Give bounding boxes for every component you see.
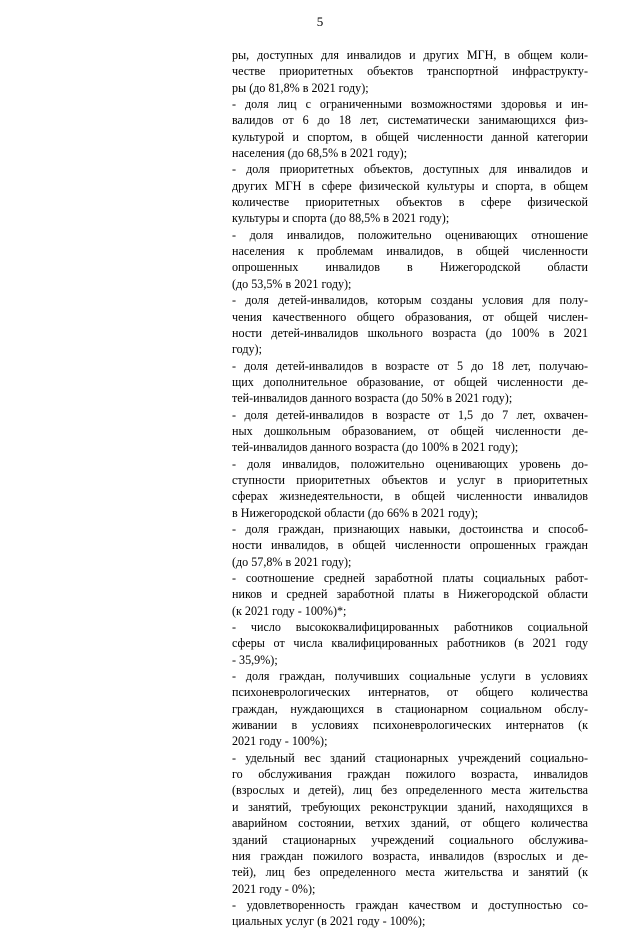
text-line: - число высококвалифицированных работников социальной [232, 620, 588, 635]
text-line: - соотношение средней заработной платы социальных работ- [232, 571, 588, 585]
text-line: - удовлетворенность граждан качеством и доступностью со- [232, 897, 588, 912]
text-line: ников и средней заработной платы в Нижегородской области [232, 587, 588, 602]
text-line: 2021 году - 100%); [232, 734, 328, 749]
text-line: тей), лиц без определенного места жительства и занятий (к [232, 865, 588, 880]
text-line: валидов от 6 до 18 лет, систематически занимающихся физ- [232, 113, 588, 128]
text-line: в Нижегородской области (до 66% в 2021 году); [232, 505, 479, 520]
text-line: зданий стационарных учреждений социального обслужива- [232, 832, 588, 847]
text-line: граждан, нуждающихся в стационарном социальном обслу- [232, 701, 588, 716]
text-line: (к 2021 году - 100%)*; [232, 603, 347, 618]
document-body [232, 47, 588, 930]
text-line: психоневрологических интернатов, от общего количества [232, 685, 588, 700]
text-line: ния граждан пожилого возраста, инвалидов (взрослых и де- [232, 848, 588, 863]
text-line: честве приоритетных объектов транспортной инфраструкту- [232, 64, 588, 79]
text-line: ности детей-инвалидов школьного возраста (до 100% в 2021 [232, 325, 588, 340]
text-line: (до 53,5% в 2021 году); [232, 276, 352, 291]
text-line: - доля граждан, признающих навыки, достоинства и способ- [232, 521, 588, 536]
text-line: - доля инвалидов, положительно оценивающих отношение [232, 227, 588, 242]
text-line: ры, доступных для инвалидов и других МГН, в общем коли- [232, 48, 588, 62]
text-line: количестве приоритетных объектов в сфере физической [232, 195, 588, 210]
text-line: ступности приоритетных объектов и услуг в приоритетных [232, 472, 588, 487]
text-line: живании в условиях психоневрологических интернатов (к [232, 718, 588, 733]
text-line: - доля граждан, получивших социальные услуги в условиях [232, 669, 588, 684]
text-line: 2021 году - 0%); [232, 881, 316, 896]
text-line: - доля детей-инвалидов, которым созданы условия для полу- [232, 293, 588, 308]
text-line: сферах жизнедеятельности, в общей численности инвалидов [232, 489, 588, 504]
text-line: тей-инвалидов данного возраста (до 50% в 2021 году); [232, 391, 513, 406]
text-line: аварийном состоянии, ветхих зданий, от общего количества [232, 816, 588, 831]
text-line: других МГН в сфере физической культуры и спорта, в общем [232, 178, 588, 193]
text-line: сферы от числа квалифицированных работников (в 2021 году [232, 636, 588, 651]
text-line: - доля инвалидов, положительно оценивающих уровень до- [232, 456, 588, 471]
text-line: го обслуживания граждан пожилого возраста, инвалидов [232, 767, 588, 782]
text-line: населения к проблемам инвалидов, в общей численности [232, 244, 588, 259]
text-line: ры (до 81,8% в 2021 году); [232, 80, 369, 95]
text-line: ных дошкольным образованием, от общей численности де- [232, 423, 588, 438]
text-line: тей-инвалидов данного возраста (до 100% в 2021 году); [232, 440, 519, 455]
text-line: - 35,9%); [232, 652, 278, 667]
text-line: населения (до 68,5% в 2021 году); [232, 146, 408, 161]
text-line: - удельный вес зданий стационарных учреждений социально- [232, 750, 588, 765]
text-line: - доля детей-инвалидов в возрасте от 1,5 до 7 лет, охвачен- [232, 407, 588, 422]
text-line: циальных услуг (в 2021 году - 100%); [232, 914, 426, 929]
text-line: (до 57,8% в 2021 году); [232, 554, 352, 569]
text-line: культурой и спортом, в общей численности данной категории [232, 129, 588, 144]
text-line: чения качественного общего образования, от общей числен- [232, 309, 588, 324]
text-line: году); [232, 342, 262, 357]
text-line: - доля приоритетных объектов, доступных для инвалидов и [232, 162, 588, 177]
text-line: опрошенных инвалидов в Нижегородской области [232, 260, 588, 275]
text-line: и занятий, требующих реконструкции зданий, находящихся в [232, 799, 588, 814]
page-number: 5 [316, 14, 324, 29]
text-line: культуры и спорта (до 88,5% в 2021 году); [232, 211, 450, 226]
text-line: - доля лиц с ограниченными возможностями здоровья и ин- [232, 97, 588, 112]
text-line: (взрослых и детей), лиц без определенного места жительства [232, 783, 588, 798]
text-line: ности инвалидов, в общей численности опрошенных граждан [232, 538, 588, 553]
text-line: щих дополнительное образование, от общей численности де- [232, 374, 588, 389]
text-line: - доля детей-инвалидов в возрасте от 5 до 18 лет, получаю- [232, 358, 588, 373]
